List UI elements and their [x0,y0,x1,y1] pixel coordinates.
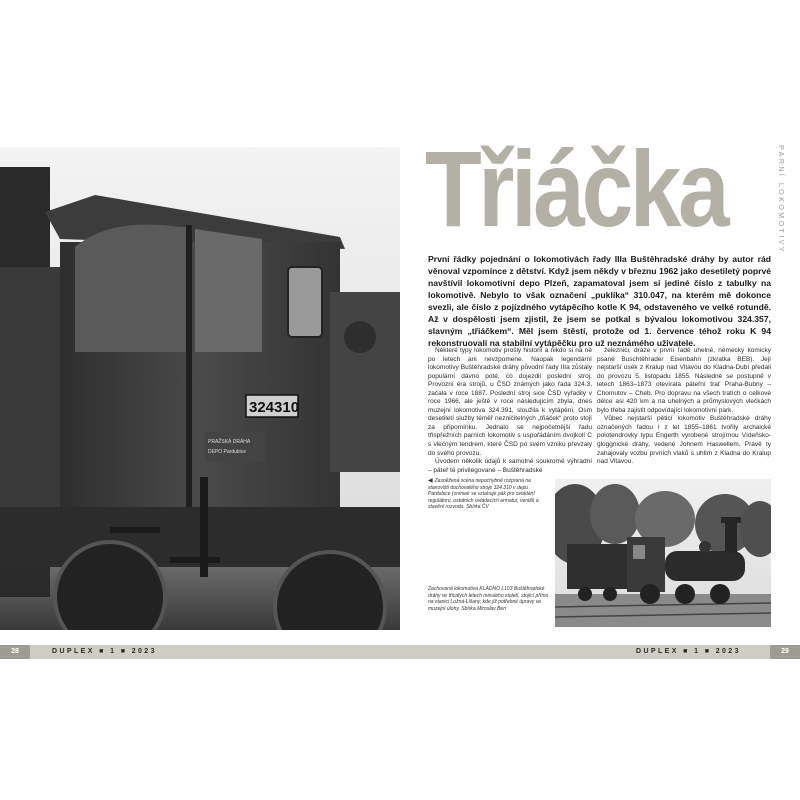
locomotive-cab-photo [0,147,400,630]
locomotive-station-photo [555,479,771,627]
page-number-right: 29 [770,645,800,659]
body-paragraph: železnici, dráze v první řadě uhelné, německy komicky psané Buschtěhrader Eisenbahn (zkratka BEB). Její nejstarší úsek z Kralup nad Vltavou do Kladna-Dubí předali do provozu 5. listopadu 1855. Následně se postupně v letech 1863–1873 otevírala páteřní trať Praha-Bubny – Chomutov – Cheb. Pro dopravu na všech tratích o celkové délce asi 420 km a na uhelných a průmyslových vlečkách bylo třeba zajistit odpovídající lokomotivní park. [597,347,771,414]
depot-plate-line-1: PRAŽSKÁ DRÁHA [208,439,251,445]
cab-number-plate: 324310 [249,399,300,416]
caption-text: Zasněžená scéna nepochybně rozpraná na stanovišti dochovalého stroje 324.310 v depu Pardubice (snímek se vztahuje pák pro ovládání regulátoru, ostatních ovládacích armatur, ventilů a stavění rozvodu. Sbírka ČV [428,478,539,511]
magazine-issue-left: DUPLEX ■ 1 ■ 2023 [52,648,157,655]
section-label-text: PARNÍ LOKOMOTIVY [777,145,784,255]
page-number-left: 28 [0,645,30,659]
body-paragraph: Vůbec nejstarší pěticí lokomotiv Buštěhradské dráhy označených řadou I z let 1855–1861 tvořily archaické polotendrovky typu Engerth vyrobené strojírnou Vídeňsko-gloggnické dráhy, vedené Johnem Haswellem. Právě ty zahajovaly vozbu prvních vlaků s uhlím z Kladna do Kralup nad Vltavou. [597,415,771,466]
photo-caption-right: Zachovaná lokomotiva KLADNO L103 Buštěhradské dráhy ve třicátých letech minulého století, stojící přímo na stanici Lužná-Lišany, kde již potřebné úpravy ve muzejní úlohy. Sbírka Miroslav Berr [428,586,549,612]
caption-pointer-icon: ◀ [428,478,433,484]
section-label [772,145,788,305]
body-paragraph: Některé typy lokomotiv prošly historií a nikdo si na ně po letech ani nevzpomene. Naopak legendární lokomotivy Buštěhradské dráhy původní řady IIIa zůstaly populární dávno poté, co dojezdil poslední stroj. Provozní éra strojů, u ČSD známých jako řada 324.3, začala v roce 1887. Poslední stroj sice ČSD vyřadily v roce 1966, ale ještě v roce následujícím zbyla, dnes muzejní lokomotiva 324.391, sloužila k vytápění. Osm desetiletí služby téměř nezničitelných „třiáček“ proto stojí za připomínku. Jednalo se nejpočetnější řadu třispřežních parních lokomotiv s uspořádáním dvojkolí C s vlečným tendrem, které ČSD po svém vzniku převzaly do svého provozu. [428,347,592,457]
magazine-issue-right: DUPLEX ■ 1 ■ 2023 [636,648,741,655]
photo-caption-left [428,478,548,511]
body-column-1 [428,347,592,475]
depot-plate-line-2: DEPO Pardubice [208,449,247,455]
locomotive-cab-illustration [0,147,400,630]
body-column-2 [597,347,771,467]
body-paragraph: Úvodem několik údajů k samotné soukromé výhradní – páteř té privilegované – Buštěhradské [428,458,592,474]
article-title: Třiáčka [425,128,727,249]
lead-paragraph: První řádky pojednání o lokomotivách řady IIIa Buštěhradské dráhy by autor rád věnoval vzpomínce z dětství. Když jsem někdy v březnu 1962 jako desetiletý poprvé navštívil lokomotivní depo Plzeň, zapamatoval jsem si jediné číslo z tabulky na lokomotivě. Nebylo to však označení „puklíka“ 310.047, na kterém mě dokonce svezli, ale číslo z pojízdného vytápěcího kotle K 94, odstaveného ve velké rotundě. Až v dospělosti jsem zjistil, že jsem se potkal s bývalou lokomotivou 324.357, slavným „třiáčkem“. Měl jsem štěstí, protože od 1. července téhož roku K 94 rekonstruovali na stabilní vytápěčku pro už neznámého uživatele. [428,254,771,348]
locomotive-station-illustration [555,479,771,627]
